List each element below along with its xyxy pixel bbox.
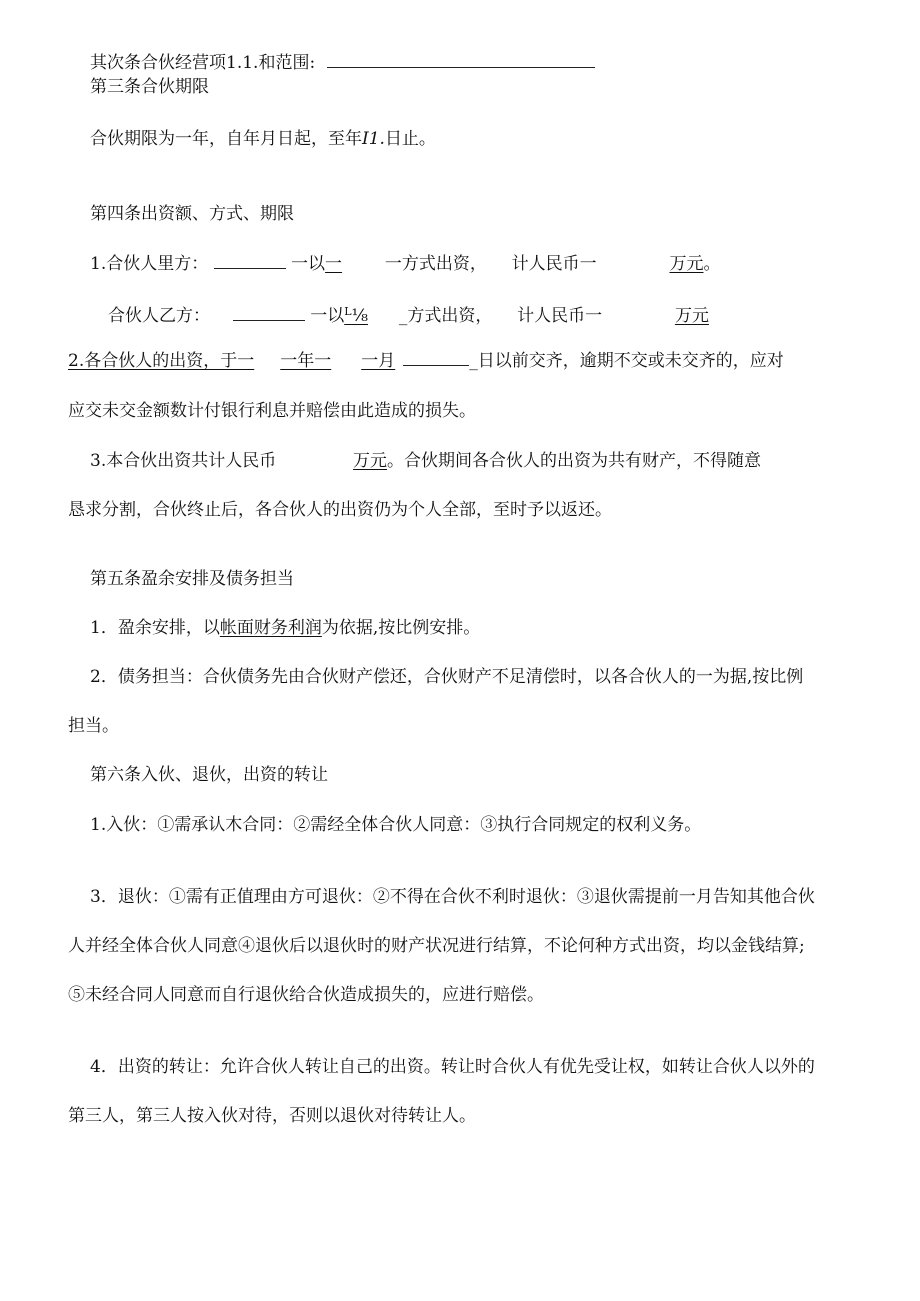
- article4-item3-line2: 恳求分割，合伙终止后，各合伙人的出资仍为个人全部，至时予以返还。: [68, 500, 612, 520]
- article2-text: 其次条合伙经营项1.1.和范围:: [90, 53, 316, 73]
- partner-b-t2: _方式出资，: [398, 306, 493, 326]
- article2-line: [90, 52, 595, 74]
- partner-a-blank: [214, 254, 286, 269]
- article4-heading: 第四条出资额、方式、期限: [90, 204, 294, 224]
- partner-b-t3: 计人民币一: [517, 306, 603, 326]
- article3-body-b: 日止。: [384, 129, 436, 149]
- a5-item1-a: 1．盈余安排，以: [90, 618, 220, 638]
- article6-item3: 3．退伙：①需有正值理由方可退伙：②不得在合伙不利时退伙：③退伙需提前一月告知其他合伙: [90, 887, 815, 907]
- partner-b-sup: L: [344, 305, 352, 318]
- partner-b-frac: ⅛: [351, 306, 369, 326]
- article5-heading: 第五条盈余安排及债务担当: [90, 569, 294, 589]
- article3-body-a: 合伙期限为一年，自年月日起，至年: [90, 129, 362, 149]
- item2-b: 一年一: [280, 351, 332, 371]
- article6-heading: 第六条入伙、退伙，出资的转让: [90, 765, 328, 785]
- article5-item2-line2: 担当。: [68, 716, 119, 736]
- article6-item1: 1.入伙：①需承认木合同：②需经全体合伙人同意：③执行合同规定的权利义务。: [90, 815, 702, 835]
- partner-a-amount-unit: 万元: [669, 254, 704, 274]
- article3-body: [90, 128, 436, 150]
- article4-item1-a: [90, 253, 720, 275]
- item3-a: 3.本合伙出资共计人民币: [90, 451, 277, 471]
- item2-a: 2.各合伙人的出资，于一: [68, 351, 255, 371]
- partner-b-t1: 一以: [310, 306, 345, 326]
- partner-a-t2: 一方式出资，: [384, 254, 487, 274]
- item3-c: 。合伙期间各合伙人的出资为共有财产，不得随意: [387, 451, 762, 471]
- article6-item4-line2: 第三人，第三人按入伙对待，否则以退伙对待转让人。: [68, 1106, 476, 1126]
- item3-b: 万元: [353, 451, 388, 471]
- article6-item3-line2: 人并经全体合伙人同意④退伙后以退伙时的财产状况进行结算，不论何种方式出资，均以金钱结算;: [68, 936, 805, 956]
- article3-heading: 第三条合伙期限: [90, 77, 209, 97]
- due-day-blank: [403, 351, 469, 366]
- article6-item3-line3: ⑤未经合同人同意而自行退伙给合伙造成损失的，应进行赔偿。: [68, 985, 544, 1005]
- article4-item2: [68, 350, 784, 372]
- partner-a-t1: 一以: [291, 254, 326, 274]
- article5-item2: 2．债务担当：合伙债务先由合伙财产偿还，合伙财产不足清偿时，以各合伙人的一为据,按比例: [90, 667, 804, 687]
- article6-item4: 4．出资的转让：允许合伙人转让自己的出资。转让时合伙人有优先受让权，如转让合伙人以外的: [90, 1057, 815, 1077]
- a5-item1-b: 为依据,按比例安排。: [321, 618, 481, 638]
- partner-a-label: 1.合伙人里方：: [90, 254, 209, 274]
- partner-b-blank: [233, 306, 305, 321]
- item2-d: _日以前交齐，逾期不交或未交齐的，应对: [469, 351, 784, 371]
- partner-b-method: [344, 306, 368, 326]
- a5-item1-underlined: 帐面财务利润: [219, 618, 322, 638]
- article5-item1: [90, 617, 480, 639]
- partner-a-t3: 计人民币一: [511, 254, 597, 274]
- item2-c: 一月: [361, 351, 396, 371]
- article4-item3: [90, 450, 761, 472]
- article4-item2-line2: 应交未交金额数计付银行利息并赔偿由此造成的损失。: [68, 401, 476, 421]
- item2-underlined-run: [68, 351, 403, 371]
- partner-a-t1u: 一: [325, 254, 343, 274]
- business-scope-blank: [327, 53, 595, 68]
- partner-a-t5: 。: [703, 254, 721, 274]
- article3-body-italic: I1.: [362, 129, 385, 149]
- partner-b-amount-unit: 万元: [674, 306, 709, 326]
- partner-b-label: 合伙人乙方：: [108, 306, 210, 326]
- article4-item1-b: [108, 301, 709, 327]
